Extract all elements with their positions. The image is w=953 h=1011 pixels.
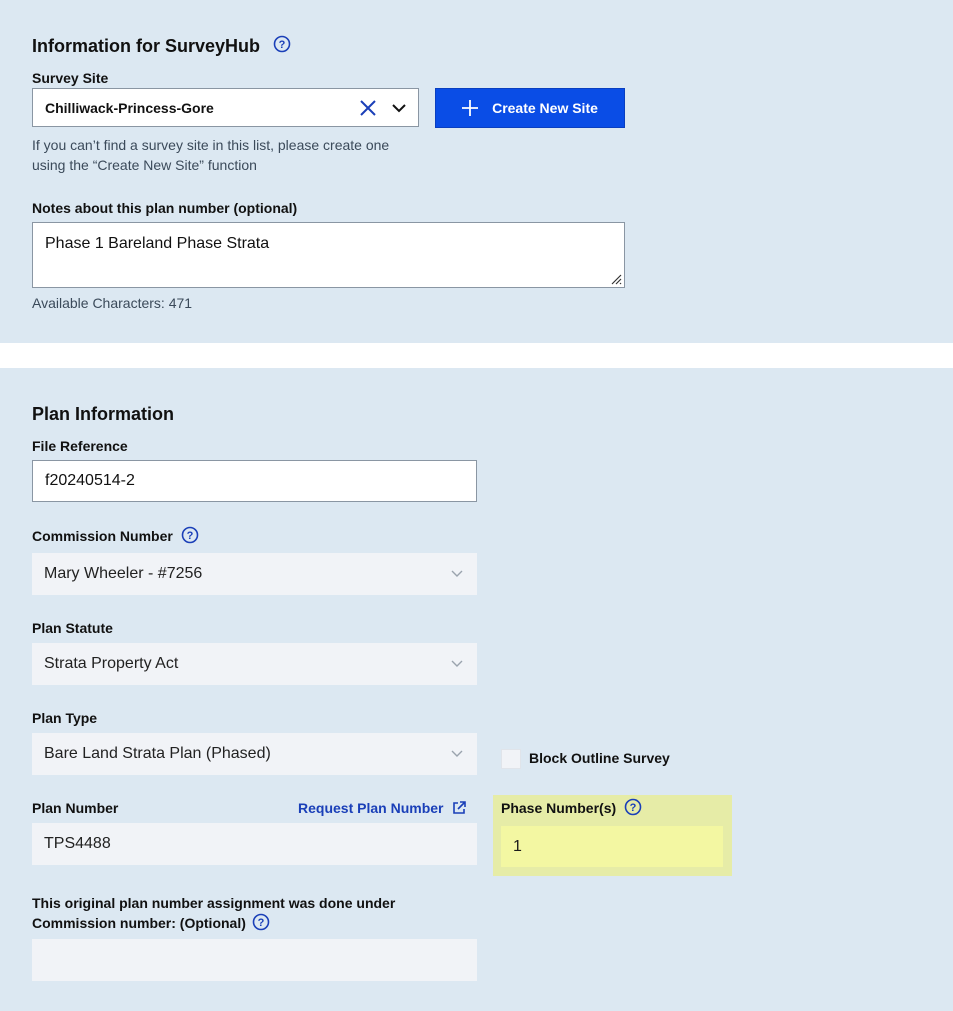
notes-value: Phase 1 Bareland Phase Strata bbox=[45, 235, 270, 252]
survey-site-value: Chilliwack-Princess-Gore bbox=[45, 99, 214, 116]
plus-icon bbox=[462, 100, 478, 116]
svg-text:?: ? bbox=[257, 917, 265, 930]
plan-type-select[interactable] bbox=[32, 733, 477, 775]
survey-site-select[interactable] bbox=[32, 88, 419, 127]
original-commission-label-line1: This original plan number assignment was done under bbox=[32, 895, 396, 911]
create-new-site-button[interactable] bbox=[435, 88, 625, 128]
svg-text:?: ? bbox=[629, 802, 637, 815]
commission-number-label-text: Commission Number bbox=[32, 528, 173, 544]
chevron-down-icon bbox=[450, 567, 464, 581]
survey-site-hint-line1: If you can’t find a survey site in this list, please create one bbox=[32, 137, 390, 153]
svg-text:?: ? bbox=[186, 530, 194, 543]
notes-label: Notes about this plan number (optional) bbox=[32, 200, 298, 216]
chevron-down-icon bbox=[450, 657, 464, 671]
phase-numbers-label-text: Phase Number(s) bbox=[501, 800, 617, 816]
commission-number-label bbox=[32, 528, 199, 544]
survey-site-hint bbox=[32, 135, 452, 175]
phase-numbers-label bbox=[501, 800, 642, 816]
plan-statute-label: Plan Statute bbox=[32, 620, 113, 636]
clear-icon[interactable] bbox=[359, 99, 377, 117]
plan-number-label: Plan Number bbox=[32, 800, 119, 816]
plan-type-value: Bare Land Strata Plan (Phased) bbox=[44, 745, 271, 762]
chevron-down-icon bbox=[450, 747, 464, 761]
external-link-icon bbox=[451, 800, 467, 816]
plan-statute-value: Strata Property Act bbox=[44, 655, 179, 672]
phase-numbers-input[interactable] bbox=[501, 826, 723, 867]
original-commission-label bbox=[32, 893, 395, 933]
block-outline-survey-label: Block Outline Survey bbox=[529, 750, 670, 766]
help-icon[interactable] bbox=[181, 526, 199, 544]
plan-information-heading: Plan Information bbox=[32, 404, 175, 424]
commission-number-select[interactable] bbox=[32, 553, 477, 595]
original-commission-label-line2: Commission number: (Optional) bbox=[32, 915, 246, 931]
plan-information-panel bbox=[0, 368, 953, 1011]
help-icon[interactable] bbox=[252, 913, 270, 931]
file-reference-value: f20240514-2 bbox=[45, 472, 135, 489]
notes-textarea[interactable] bbox=[32, 222, 625, 288]
commission-number-value: Mary Wheeler - #7256 bbox=[44, 565, 203, 582]
chevron-down-icon[interactable] bbox=[390, 99, 408, 117]
create-new-site-label: Create New Site bbox=[492, 100, 598, 116]
help-icon[interactable] bbox=[624, 798, 642, 816]
block-outline-survey-checkbox[interactable] bbox=[501, 749, 521, 769]
plan-number-value: TPS4488 bbox=[44, 835, 111, 852]
request-plan-number-text: Request Plan Number bbox=[298, 800, 444, 816]
resize-handle-icon[interactable] bbox=[610, 273, 622, 285]
file-reference-input[interactable] bbox=[32, 460, 477, 502]
original-commission-input[interactable] bbox=[32, 939, 477, 981]
surveyhub-panel bbox=[0, 0, 953, 343]
plan-number-input[interactable] bbox=[32, 823, 477, 865]
phase-numbers-group bbox=[493, 795, 732, 876]
plan-statute-select[interactable] bbox=[32, 643, 477, 685]
svg-text:?: ? bbox=[278, 39, 286, 52]
survey-site-label: Survey Site bbox=[32, 70, 109, 86]
request-plan-number-link[interactable] bbox=[298, 800, 467, 816]
phase-numbers-value: 1 bbox=[513, 837, 522, 855]
surveyhub-heading-text: Information for SurveyHub bbox=[32, 36, 261, 56]
original-commission-label-line2-row bbox=[32, 913, 395, 933]
surveyhub-heading bbox=[32, 36, 291, 57]
plan-type-label: Plan Type bbox=[32, 710, 98, 726]
file-reference-label: File Reference bbox=[32, 438, 128, 454]
survey-site-hint-line2: using the “Create New Site” function bbox=[32, 157, 257, 173]
help-icon[interactable] bbox=[273, 35, 291, 53]
available-characters: Available Characters: 471 bbox=[32, 295, 193, 311]
